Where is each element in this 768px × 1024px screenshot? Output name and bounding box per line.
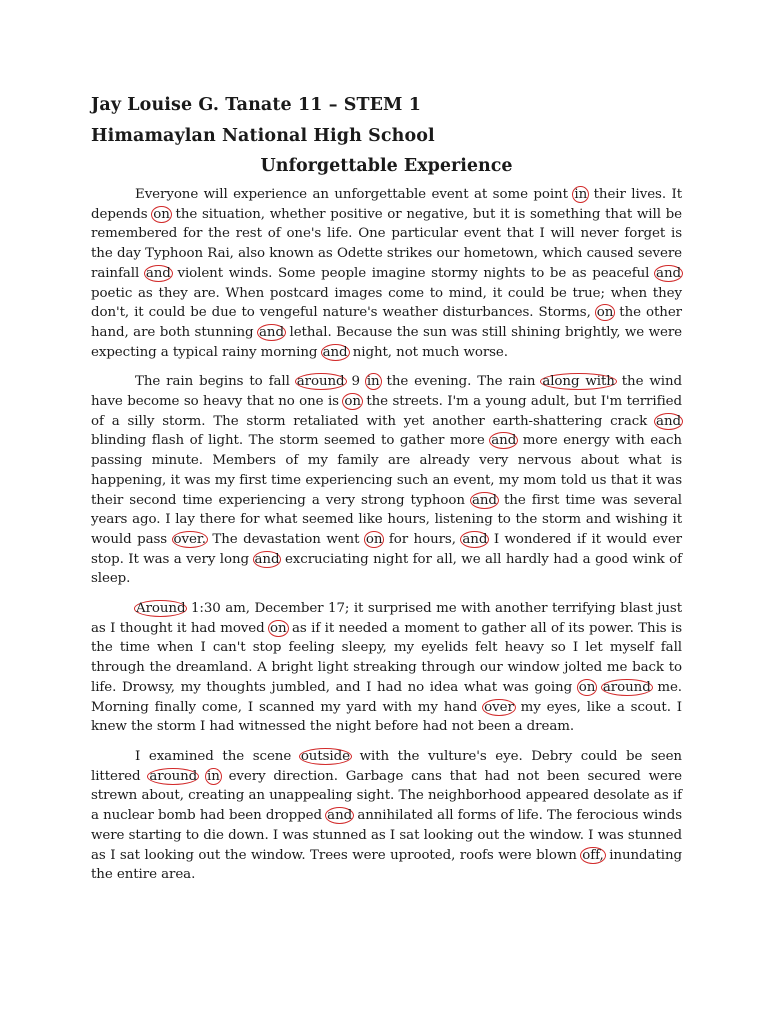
circled-word: and	[322, 344, 348, 360]
circled-word: and	[656, 265, 681, 281]
essay-paragraph	[91, 372, 682, 589]
paragraph-text: the other hand, are both stunning	[91, 305, 682, 340]
paragraph-text: the streets. I'm a young adult, but I'm terrified of a silly storm. The storm retaliated with yet another earth-shattering crack	[91, 394, 682, 429]
circled-word: over.	[173, 531, 206, 547]
circled-word: in	[574, 187, 588, 202]
paragraph-text: night, not much worse.	[348, 344, 508, 360]
paragraph-text: violent winds. Some people imagine stormy nights to be as peaceful	[171, 265, 656, 281]
paragraph-text: annihilated all forms of life. The ferocious winds were starting to die down. I was stunned as I sat looking out the window. I was stunned as I sat looking out the window. Trees were uprooted, roofs were blown	[91, 808, 682, 863]
paragraph-text: 9	[345, 374, 366, 390]
paragraph-text: with the vulture's eye. Debry could be seen littered	[91, 748, 682, 784]
paragraph-text: Everyone will experience an unforgettable event at some point	[135, 187, 574, 202]
essay-body	[91, 185, 682, 885]
paragraph-text: their lives. It depends	[91, 187, 682, 222]
paragraph-text: 1:30 am, December 17; it surprised me with another terrifying blast just as I thought it had moved	[91, 601, 682, 636]
circled-word: and	[462, 531, 488, 547]
circled-word: and	[254, 551, 280, 567]
circled-word: in	[366, 374, 380, 390]
circled-word: on	[153, 206, 170, 222]
circled-word: and	[327, 808, 353, 824]
circled-word: around	[296, 374, 345, 390]
paragraph-text: The rain begins to fall	[135, 374, 296, 390]
circled-word: and	[471, 492, 497, 508]
circled-word: over	[484, 699, 514, 715]
essay-paragraph	[91, 185, 682, 362]
circled-word: around	[602, 679, 651, 695]
paragraph-text: the wind have become so heavy that no one is	[91, 374, 682, 410]
paragraph-text: the situation, whether positive or negative, but it is something that will be remembered for the rest of one's life. One particular event that I will never forget is the day Typhoon Rai, also known as Odette strikes our hometown, which caused severe rainfall	[91, 206, 682, 281]
paragraph-text: me. Morning finally come, I scanned my yard with my hand	[91, 679, 682, 715]
paragraph-text: I wondered if it would ever stop. It was a very long	[91, 531, 683, 567]
paragraph-text: lethal. Because the sun was still shining brightly, we were expecting a typical rainy morning	[91, 324, 683, 360]
circled-word: on	[270, 620, 287, 636]
circled-word: on	[365, 531, 383, 547]
circled-word: in	[207, 768, 220, 784]
paragraph-text: every direction. Garbage cans that had not been secured were strewn about, creating an unappealing sight. The neighborhood appeared desolate as if a nuclear bomb had been dropped	[91, 768, 683, 824]
circled-word: on	[344, 394, 361, 410]
circled-word: and	[491, 433, 517, 449]
school-line: Himamaylan National High School	[91, 126, 435, 146]
circled-word: off,	[582, 847, 604, 863]
circled-word: Around	[136, 601, 186, 617]
paragraph-text: for hours,	[383, 531, 462, 547]
paragraph-text: inundating the entire area.	[91, 847, 682, 883]
paragraph-text: excruciating night for all, we all hardly had a good wink of sleep.	[91, 551, 683, 587]
essay-paragraph	[91, 599, 682, 737]
essay-paragraph	[91, 747, 682, 885]
paragraph-text: poetic as they are. When postcard images come to mind, it could be true; when they don't, it could be due to vengeful nature's weather disturbances. Storms,	[91, 285, 682, 321]
paragraph-text: the evening. The rain	[380, 374, 542, 390]
paragraph-text: as if it needed a moment to gather all of its power. This is the time when I can't stop feeling sleepy, my eyelids felt heavy so I let myself fall through the dreamland. A bright light streaking through our window jolted me back to life. Drowsy, my thoughts jumbled, and I had no idea what was going	[91, 620, 682, 695]
essay-title: Unforgettable Experience	[260, 156, 513, 176]
circled-word: and	[145, 265, 171, 281]
circled-word: outside	[300, 748, 350, 764]
paragraph-text: more energy with each passing minute. Members of my family are already very nervous about what is happening, it was my first time experiencing such an event, my mom told us that it was their second time experiencing a very strong typhoon	[91, 433, 682, 508]
paragraph-text: my eyes, like a scout. I knew the storm I had witnessed the night before had not been a dream.	[91, 699, 682, 735]
paragraph-text: blinding flash of light. The storm seemed to gather more	[91, 433, 491, 449]
circled-word: on	[596, 305, 614, 321]
circled-word: on	[578, 679, 596, 695]
author-line: Jay Louise G. Tanate 11 – STEM 1	[91, 95, 422, 115]
paragraph-text: The devastation went	[206, 531, 365, 547]
paragraph-text: the first time was several years ago. I lay there for what seemed like hours, listening to the storm and wishing it would pass	[91, 492, 682, 547]
circled-word: along with	[542, 374, 615, 390]
circled-word: around	[149, 768, 198, 784]
circled-word: and	[259, 324, 284, 340]
circled-word: and	[656, 413, 681, 429]
paragraph-text: I examined the scene	[135, 748, 300, 764]
